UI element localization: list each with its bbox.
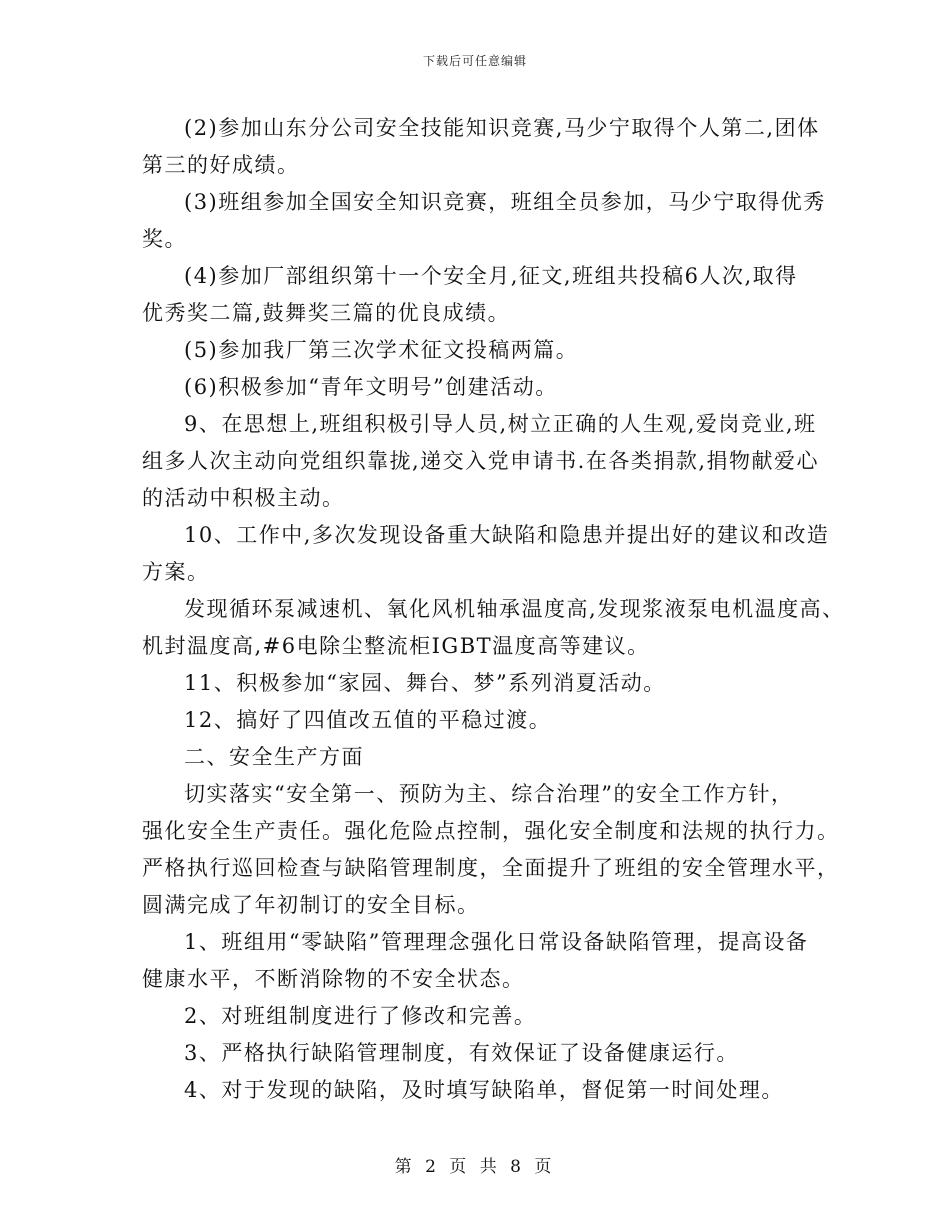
paragraph-line: 方案。 — [142, 560, 210, 584]
paragraph-line: 3、严格执行缺陷管理制度，有效保证了设备健康运行。 — [184, 1041, 739, 1065]
paragraph-line: 的活动中积极主动。 — [142, 486, 345, 510]
paragraph — [142, 332, 822, 369]
paragraph-line: (4)参加厂部组织第十一个安全月,征文,班组共投稿6人次,取得 — [184, 264, 798, 288]
paragraph-line: 10、工作中,多次发现设备重大缺陷和隐患并提出好的建议和改造 — [184, 523, 830, 547]
paragraph-line: 12、搞好了四值改五值的平稳过渡。 — [184, 708, 552, 732]
paragraph-line: 4、对于发现的缺陷，及时填写缺陷单，督促第一时间处理。 — [184, 1078, 784, 1102]
paragraph — [142, 369, 822, 406]
paragraph-line: 二、安全生产方面 — [184, 745, 364, 769]
paragraph — [142, 1072, 822, 1109]
paragraph-line: 1、班组用“零缺陷”管理理念强化日常设备缺陷管理，提高设备 — [184, 930, 809, 954]
paragraph-line: (5)参加我厂第三次学术征文投稿两篇。 — [184, 338, 579, 362]
paragraph — [142, 998, 822, 1035]
paragraph — [142, 110, 822, 184]
page-number: 第 2 页 共 8 页 — [394, 1157, 556, 1177]
paragraph-line: 奖。 — [142, 227, 187, 251]
paragraph — [142, 1035, 822, 1072]
paragraph-line: 健康水平，不断消除物的不安全状态。 — [142, 967, 525, 991]
paragraph-line: 11、积极参加“家园、舞台、梦”系列消夏活动。 — [184, 671, 666, 695]
paragraph — [142, 591, 845, 665]
paragraph — [142, 184, 826, 258]
paragraph — [142, 776, 840, 924]
paragraph-line: (2)参加山东分公司安全技能知识竞赛,马少宁取得个人第二,团体 — [184, 116, 820, 140]
paragraph-line: 圆满完成了年初制订的安全目标。 — [142, 893, 480, 917]
paragraph — [142, 517, 830, 591]
paragraph — [142, 739, 822, 776]
paragraph — [142, 702, 822, 739]
paragraph-line: 机封温度高,#6电除尘整流柜IGBT温度高等建议。 — [142, 634, 650, 658]
paragraph — [142, 258, 822, 332]
paragraph-line: 发现循环泵减速机、氧化风机轴承温度高,发现浆液泵电机温度高、 — [184, 597, 845, 621]
paragraph-line: (6)积极参加“青年文明号”创建活动。 — [184, 375, 558, 399]
paragraph-line: (3)班组参加全国安全知识竞赛，班组全员参加，马少宁取得优秀 — [184, 190, 826, 214]
paragraph-line: 严格执行巡回检查与缺陷管理制度，全面提升了班组的安全管理水平， — [142, 856, 840, 880]
paragraph — [142, 406, 822, 517]
paragraph-line: 2、对班组制度进行了修改和完善。 — [184, 1004, 537, 1028]
paragraph — [142, 665, 822, 702]
paragraph-line: 优秀奖二篇,鼓舞奖三篇的优良成绩。 — [142, 301, 511, 325]
paragraph — [142, 924, 822, 998]
document-body — [142, 110, 845, 1109]
paragraph-line: 第三的好成绩。 — [142, 153, 300, 177]
paragraph-line: 强化安全生产责任。强化危险点控制，强化安全制度和法规的执行力。 — [142, 819, 840, 843]
paragraph-line: 组多人次主动向党组织靠拢,递交入党申请书.在各类捐款,捐物献爱心 — [142, 449, 820, 473]
page-header: 下载后可任意编辑 — [422, 54, 527, 68]
paragraph-line: 9、在思想上,班组积极引导人员,树立正确的人生观,爱岗竞业,班 — [184, 412, 817, 436]
paragraph-line: 切实落实“安全第一、预防为主、综合治理”的安全工作方针， — [184, 782, 794, 806]
